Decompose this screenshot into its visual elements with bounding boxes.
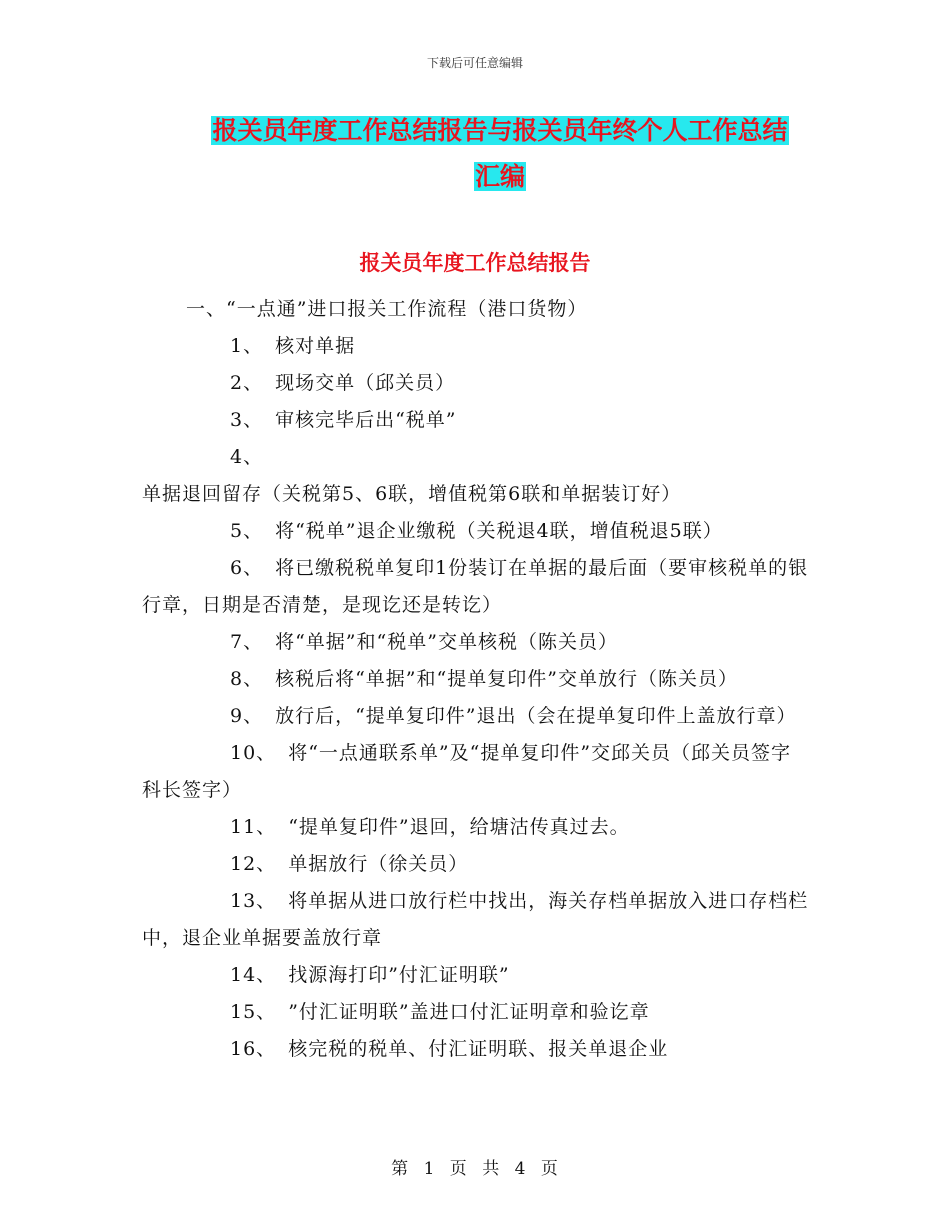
list-item — [142, 550, 810, 624]
step-text: 审核完毕后出“税单” — [275, 409, 457, 431]
step-text: 现场交单（邱关员） — [275, 372, 456, 394]
step-number: 14、 — [230, 964, 277, 986]
step-number: 7、 — [230, 631, 264, 653]
list-item — [142, 328, 810, 365]
section-title: 报关员年度工作总结报告 — [359, 251, 591, 275]
step-number: 9、 — [230, 705, 264, 727]
step-number: 12、 — [230, 853, 277, 875]
step-number: 16、 — [230, 1038, 277, 1060]
step-number: 13、 — [230, 890, 277, 912]
intro-paragraph: 一、“一点通”进口报关工作流程（港口货物） — [186, 298, 588, 320]
footer-label-unit-2: 页 — [540, 1159, 559, 1179]
step-text: 找源海打印”付汇证明联” — [288, 964, 510, 986]
step-text: 核税后将“单据”和“提单复印件”交单放行（陈关员） — [275, 668, 738, 690]
list-item — [142, 1031, 810, 1068]
footer-label-page: 第 — [391, 1159, 410, 1179]
step-number: 5、 — [230, 520, 264, 542]
footer-label-unit: 页 — [449, 1159, 468, 1179]
list-item — [142, 402, 810, 439]
steps-list — [142, 328, 810, 1068]
step-text: 将“单据”和“税单”交单核税（陈关员） — [275, 631, 618, 653]
step-text: 将“税单”退企业缴税（关税退4联，增值税退5联） — [275, 520, 723, 542]
step-text: 核完税的税单、付汇证明联、报关单退企业 — [288, 1038, 669, 1060]
step-text: 核对单据 — [275, 335, 356, 357]
list-item — [142, 994, 810, 1031]
list-item — [142, 624, 810, 661]
step-text: “提单复印件”退回，给塘沽传真过去。 — [288, 816, 630, 838]
list-item — [142, 957, 810, 994]
list-item — [142, 513, 810, 550]
step-text: ”付汇证明联”盖进口付汇证明章和验讫章 — [288, 1001, 650, 1023]
title-line-1: 报关员年度工作总结报告与报关员年终个人工作总结 — [212, 116, 788, 145]
step-text: 将“一点通联系单”及“提单复印件”交邱关员（邱关员签字科长签字） — [142, 742, 792, 801]
document-body — [142, 291, 810, 1068]
footer-label-total: 共 — [482, 1159, 501, 1179]
list-item — [142, 809, 810, 846]
step-text: 将单据从进口放行栏中找出，海关存档单据放入进口存档栏中，退企业单据要盖放行章 — [142, 890, 809, 949]
footer-total-pages: 4 — [514, 1159, 527, 1179]
step-number: 8、 — [230, 668, 264, 690]
list-item — [142, 661, 810, 698]
step-text: 单据放行（徐关员） — [288, 853, 469, 875]
step-number: 11、 — [230, 816, 277, 838]
step-number: 15、 — [230, 1001, 277, 1023]
list-item — [142, 883, 810, 957]
list-item — [142, 698, 810, 735]
page-footer — [0, 1154, 950, 1179]
step-number: 3、 — [230, 409, 264, 431]
list-item — [142, 846, 810, 883]
step-number: 1、 — [230, 335, 264, 357]
header-note: 下载后可任意编辑 — [426, 56, 523, 70]
step-text: 单据退回留存（关税第5、6联，增值税第6联和单据装订好） — [142, 483, 682, 505]
list-item — [142, 735, 810, 809]
list-item — [142, 439, 810, 513]
step-text: 放行后，“提单复印件”退出（会在提单复印件上盖放行章） — [275, 705, 797, 727]
step-number: 6、 — [230, 557, 264, 579]
step-number: 4、 — [230, 446, 264, 468]
document-title — [150, 108, 850, 200]
step-number: 10、 — [230, 742, 277, 764]
list-item — [142, 365, 810, 402]
footer-current-page: 1 — [423, 1159, 436, 1179]
step-text: 将已缴税税单复印1份装订在单据的最后面（要审核税单的银行章，日期是否清楚，是现讫还是转讫） — [142, 557, 809, 616]
title-line-2: 汇编 — [474, 162, 525, 191]
step-number: 2、 — [230, 372, 264, 394]
